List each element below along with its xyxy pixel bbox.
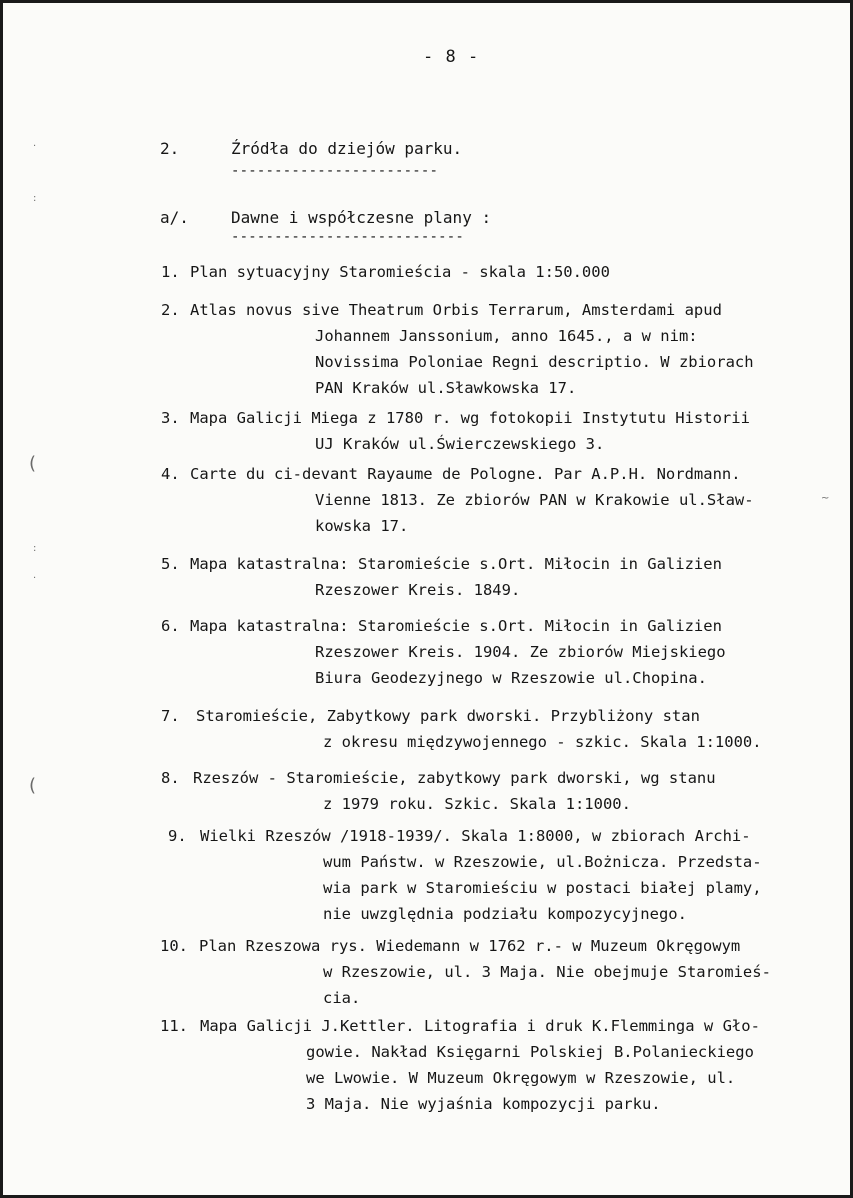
entry-text-line: z 1979 roku. Szkic. Skala 1:1000. [323,795,631,813]
entry-text-line: w Rzeszowie, ul. 3 Maja. Nie obejmuje Staromieś- [323,963,771,981]
entry-text-line: Rzeszów - Staromieście, zabytkowy park dworski, wg stanu [193,769,716,787]
section-number: 2. [160,139,180,158]
entry-text-line: z okresu międzywojennego - szkic. Skala 1:1000. [323,733,762,751]
margin-mark: ~ [821,493,830,504]
entry-text-line: kowska 17. [315,517,409,535]
entry-text-line: UJ Kraków ul.Świerczewskiego 3. [315,435,605,453]
entry-text-line: Vienne 1813. Ze zbiorów PAN w Krakowie ul.Sław- [315,491,754,509]
entry-text-line: Biura Geodezyjnego w Rzeszowie ul.Chopina. [315,669,707,687]
entry-text-line: Plan sytuacyjny Staromieścia - skala 1:50.000 [190,263,610,281]
entry-number: 5. [161,555,180,573]
entry-text-line: Mapa katastralna: Staromieście s.Ort. Miłocin in Galizien [190,555,722,573]
section-title: Źródła do dziejów parku. [231,139,463,158]
subsection-title-underline: --------------------------- [231,229,464,245]
page-number: - 8 - [423,47,480,67]
margin-mark: ( [29,453,37,474]
margin-mark: ( [29,775,37,796]
entry-text-line: Plan Rzeszowa rys. Wiedemann w 1762 r.- w Muzeum Okręgowym [199,937,741,955]
entry-text-line: Atlas novus sive Theatrum Orbis Terrarum, Amsterdami apud [190,301,722,319]
entry-text-line: gowie. Nakład Księgarni Polskiej B.Polanieckiego [306,1043,754,1061]
entry-number: 7. [161,707,180,725]
entry-number: 9. [168,827,187,845]
entry-text-line: Mapa Galicji Miega z 1780 r. wg fotokopii Instytutu Historii [190,409,750,427]
margin-mark: · [33,573,37,584]
entry-text-line: nie uwzględnia podziału kompozycyjnego. [323,905,687,923]
entry-text-line: Carte du ci-devant Rayaume de Pologne. Par A.P.H. Nordmann. [190,465,741,483]
entry-text-line: Mapa katastralna: Staromieście s.Ort. Miłocin in Galizien [190,617,722,635]
subsection-title: Dawne i współczesne plany : [231,208,492,227]
entry-number: 2. [161,301,180,319]
entry-text-line: cia. [323,989,361,1007]
entry-text-line: 3 Maja. Nie wyjaśnia kompozycji parku. [306,1095,661,1113]
entry-text-line: we Lwowie. W Muzeum Okręgowym w Rzeszowie, ul. [306,1069,736,1087]
entry-text-line: Wielki Rzeszów /1918-1939/. Skala 1:8000, w zbiorach Archi- [200,827,751,845]
entry-number: 10. [160,937,188,955]
entry-number: 4. [161,465,180,483]
subsection-number: a/. [160,208,189,227]
entry-number: 8. [161,769,180,787]
entry-text-line: wum Państw. w Rzeszowie, ul.Bożnicza. Przedsta- [323,853,762,871]
entry-text-line: Johannem Janssonium, anno 1645., a w nim: [315,327,698,345]
margin-mark: : [33,543,37,554]
entry-number: 3. [161,409,180,427]
entry-text-line: Mapa Galicji J.Kettler. Litografia i druk K.Flemminga w Gło- [200,1017,760,1035]
entry-text-line: wia park w Staromieściu w postaci białej plamy, [323,879,762,897]
entry-text-line: PAN Kraków ul.Sławkowska 17. [315,379,577,397]
entry-text-line: Rzeszower Kreis. 1904. Ze zbiorów Miejskiego [315,643,726,661]
entry-number: 1. [161,263,180,281]
entry-number: 6. [161,617,180,635]
entry-text-line: Staromieście, Zabytkowy park dworski. Przybliżony stan [196,707,700,725]
section-title-underline: ------------------------ [231,163,439,179]
entry-text-line: Rzeszower Kreis. 1849. [315,581,521,599]
entry-text-line: Novissima Poloniae Regni descriptio. W zbiorach [315,353,754,371]
margin-mark: : [33,193,37,204]
margin-mark: · [33,141,37,152]
entry-number: 11. [160,1017,188,1035]
